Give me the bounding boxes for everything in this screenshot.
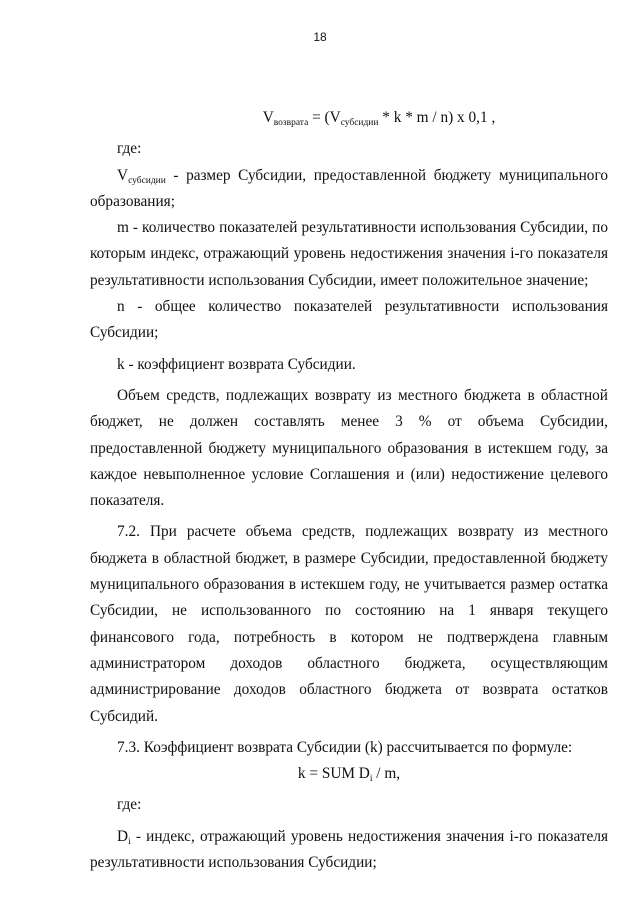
definition-d <box>90 824 608 877</box>
paragraph-7-3: 7.3. Коэффициент возврата Субсидии (k) рассчитывается по формуле: <box>117 738 573 756</box>
return-volume-formula <box>90 105 608 131</box>
page-number: 18 <box>313 30 327 44</box>
coefficient-formula-pre: k = SUM D <box>297 765 370 783</box>
coefficient-formula-post: / m, <box>372 765 401 783</box>
where-label-1: где: <box>117 140 142 158</box>
definition-v-text: - размер Субсидии, предоставленной бюджету муниципального образования; <box>90 166 608 210</box>
definition-v-subscript: субсидии <box>128 175 166 186</box>
definition-v <box>90 163 608 216</box>
page-content <box>90 105 608 876</box>
definition-d-symbol: D <box>117 827 129 845</box>
definition-d-text: - индекс, отражающий уровень недостижения значения i-го показателя результативности использования Субсидии; <box>90 827 608 872</box>
where-label-2: где: <box>117 796 142 814</box>
formula-middle: = (V <box>308 109 341 126</box>
definition-k: k - коэффициент возврата Субсидии. <box>117 355 356 373</box>
definition-d-subscript: i <box>128 836 131 847</box>
paragraph-return-volume: Объем средств, подлежащих возврату из местного бюджета в областной бюджет, не должен составлять менее 3 % от объема Субсидии, предоставленной бюджету муниципального образования в истекшем году, за каждое невыполненное условие Соглашения и (или) недостижение целевого показателя. <box>90 386 608 510</box>
formula-v-symbol: V <box>262 109 274 126</box>
paragraph-7-2: 7.2. При расчете объема средств, подлежащих возврату из местного бюджета в областной бюджет, в размере Субсидии, предоставленной бюджету муниципального образования в истекшем году, не учитывается размер остатка Субсидии, не использованного по состоянию на 1 января текущего финансового года, потребность в котором не подтверждена главным администратором доходов областного бюджета, осуществляющим администрирование доходов областного бюджета от возврата остатков Субсидий. <box>90 523 608 725</box>
formula-subsidy-subscript: субсидии <box>340 118 379 128</box>
coefficient-formula-subscript: i <box>369 774 373 785</box>
coefficient-formula <box>90 761 608 787</box>
definition-m: m - количество показателей результативности использования Субсидии, по которым индекс, отражающий уровень недостижения значения i-го показателя результативности использования Субсидии, имеет положительное значение; <box>90 219 608 289</box>
formula-v-subscript: возврата <box>273 118 309 128</box>
definition-v-symbol: V <box>117 166 129 184</box>
formula-rest: * k * m / n) х 0,1 , <box>378 109 496 126</box>
definition-n: n - общее количество показателей результативности использования Субсидии; <box>90 298 608 342</box>
